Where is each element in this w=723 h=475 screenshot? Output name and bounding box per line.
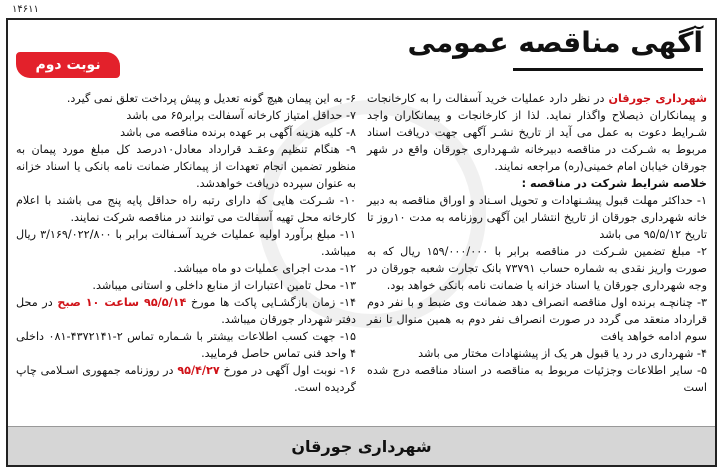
condition-item: ۸- کلیه هزینه آگهی بر عهده برنده مناقصه می باشد <box>120 126 356 139</box>
ad-header <box>8 20 715 86</box>
intro-paragraph: شهرداری جورقان در نظر دارد عملیات خرید آسفالت را به کارخانجات و پیمانکاران ذیصلاح واگذار نماید. لذا از کارخانجات و پیمانکاران واجد شـرایط دعوت به عمل می آید از تاریخ نشـر آگهی جهت دریافت اسناد مربوط به شـرکت در مناقصه دبیرخانه شـهرداری جورقان واقع در شهر جورقان خیابان امام خمینی(ره) مراجعه نمایند. <box>367 92 708 173</box>
condition-item: ۱۲- مدت اجرای عملیات دو ماه میباشد. <box>173 262 356 275</box>
title-box <box>383 22 713 80</box>
ad-title: آگهی مناقصه عمومی <box>407 26 703 59</box>
condition-item: ۱۰- شـرکت هایی که دارای رتبه راه حداقل پایه پنج می باشند با اعلام کارخانه محل تهیه آسفالت می توانند در مناقصه شرکت نمایند. <box>16 194 356 224</box>
condition-item: ۱۵- جهت کسب اطلاعات بیشتر با شـماره تماس ۲-۴۳۷۲۱۴۱-۰۸۱ داخلی ۴ واحد فنی تماس حاصل فرمایید. <box>16 330 357 360</box>
condition-item: ۱۶- نوبت اول آگهی در مورخ ۹۵/۴/۲۷ در روزنامه جمهوری اسـلامی چاپ گردیده است. <box>16 364 357 394</box>
left-column <box>16 90 356 396</box>
footer-org-name: شهرداری جورقان <box>291 436 432 456</box>
condition-item: ۴- شهرداری در رد یا قبول هر یک از پیشنهادات مختار می باشد <box>418 347 707 360</box>
summary-title: خلاصه شرایط شرکت در مناقصه : <box>521 177 707 190</box>
condition-item: ۶- به این پیمان هیچ گونه تعدیل و پیش پرداخت تعلق نمی گیرد. <box>66 92 356 105</box>
ad-body <box>16 90 707 430</box>
condition-item: ۱۱- مبلغ برآورد اولیه عملیات خرید آسـفالت برابر با ۳/۱۶۹/۰۲۲/۸۰۰ ریال میباشد. <box>16 228 356 258</box>
condition-item: ۱۴- زمان بازگشـایی پاکت ها مورخ ۹۵/۵/۱۴ ساعت ۱۰ صبح در محل دفتر شهردار جورقان میباشد. <box>16 296 357 326</box>
round-badge: نوبت دوم <box>16 52 120 78</box>
ad-frame <box>6 18 717 467</box>
ad-footer <box>8 426 715 465</box>
condition-item: ۳- چنانچـه برنده اول مناقصه انصراف دهد ضمانت وی ضبط و با نفر دوم قرارداد منعقد می گردد در صورت انصراف نفر دوم به همین منوال تا نفر سوم ادامه خواهد یافت <box>367 296 707 343</box>
ad-code: ۱۴۶۱۱ <box>12 4 39 15</box>
condition-item: ۵- سایر اطلاعات وجزئیات مربوط به مناقصه در اسناد مناقصه درج شده است <box>367 364 707 394</box>
condition-item: ۹- هنگام تنظیم وعقـد قرارداد معادل۱۰درصد کل مبلغ مورد پیمان به منظور تضمین انجام تعهدات از پیمانکار ضمانت نامه بانکی یا اسناد خزانه به عنوان سپرده دریافت خواهدشد. <box>16 143 357 190</box>
condition-item: ۷- حداقل امتیاز کارخانه آسفالت برابر۶۵ می باشد <box>126 109 356 122</box>
right-column <box>367 90 707 396</box>
condition-item: ۱۳- محل تامین اعتبارات از منابع داخلی و استانی میباشد. <box>92 279 356 292</box>
title-underline <box>513 68 703 71</box>
condition-item: ۱- حداکثر مهلت قبول پیشـنهادات و تحویل اسـناد و اوراق مناقصه به دبیر خانه شهرداری جورقان از تاریخ انتشار این آگهی روزنامه به مدت ۱۰روز تا تاریخ ۹۵/۵/۱۲ می باشد <box>367 194 707 241</box>
condition-item: ۲- مبلغ تضمین شـرکت در مناقصه برابر با ۱۵۹/۰۰۰/۰۰۰ ریال که به صورت واریز نقدی به شماره حساب ۷۳۷۹۱ بانک تجارت شعبه جورقان در وجه شهرداری جورقان یا اسناد خزانه یا ضمانت نامه بانکی خواهد بود. <box>367 245 707 292</box>
